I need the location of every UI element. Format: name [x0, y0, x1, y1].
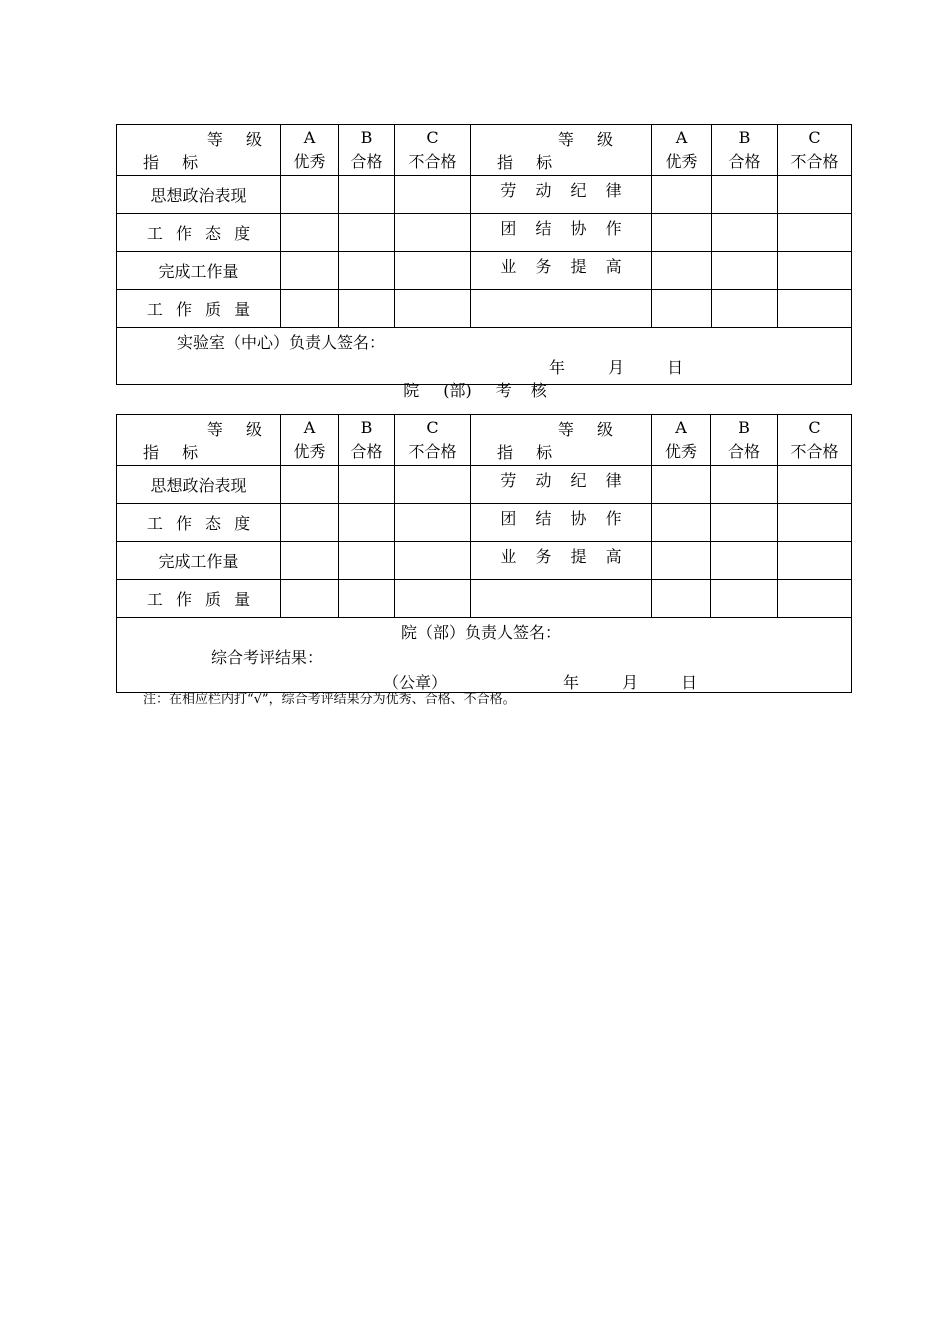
grade-checkbox-cell[interactable]: [339, 290, 395, 328]
grade-checkbox-cell[interactable]: [778, 580, 852, 618]
grade-checkbox-cell[interactable]: [281, 214, 339, 252]
index-cell: [471, 580, 652, 618]
grade-b-header: B 合格: [339, 415, 395, 466]
grade-b-header: B 合格: [711, 415, 778, 466]
grade-checkbox-cell[interactable]: [652, 580, 711, 618]
index-cell: 工 作 质 量: [117, 580, 281, 618]
grade-c-header: C 不合格: [395, 125, 471, 176]
grade-checkbox-cell[interactable]: [339, 214, 395, 252]
index-label: 指 标: [497, 153, 553, 172]
index-cell: 工 作 质 量: [117, 290, 281, 328]
grade-a-header: A 优秀: [281, 415, 339, 466]
grade-checkbox-cell[interactable]: [281, 504, 339, 542]
grade-label: 等 级: [206, 130, 262, 149]
index-cell: 思想政治表现: [117, 466, 281, 504]
index-cell: 工 作 态 度: [117, 214, 281, 252]
grade-a-header: A 优秀: [652, 125, 712, 176]
table-row: [117, 290, 852, 328]
grade-label: 等 级: [206, 420, 262, 439]
grade-checkbox-cell[interactable]: [652, 176, 712, 214]
grade-checkbox-cell[interactable]: [711, 542, 778, 580]
date-label: 年 月 日: [549, 358, 684, 377]
grade-checkbox-cell[interactable]: [778, 176, 852, 214]
signature-cell[interactable]: [117, 618, 852, 693]
grade-checkbox-cell[interactable]: [778, 466, 852, 504]
index-cell: 劳 动 纪 律: [471, 466, 652, 504]
signature-label: 院（部）负责人签名：: [401, 623, 562, 642]
index-cell: 思想政治表现: [117, 176, 281, 214]
result-label: 综合考评结果：: [211, 648, 324, 667]
index-cell: 工 作 态 度: [117, 504, 281, 542]
evaluation-table-lab: [116, 124, 852, 385]
grade-label: 等 级: [557, 130, 613, 149]
index-cell: 完成工作量: [117, 252, 281, 290]
grade-checkbox-cell[interactable]: [395, 176, 471, 214]
index-label: 指 标: [143, 443, 199, 462]
grade-checkbox-cell[interactable]: [712, 252, 778, 290]
grade-checkbox-cell[interactable]: [395, 466, 471, 504]
grade-checkbox-cell[interactable]: [652, 504, 711, 542]
evaluation-table-department: [116, 414, 852, 693]
seal-label: （公章）: [383, 673, 448, 692]
signature-cell[interactable]: [117, 328, 852, 385]
grade-checkbox-cell[interactable]: [712, 214, 778, 252]
table-row: [117, 542, 852, 580]
grade-checkbox-cell[interactable]: [652, 542, 711, 580]
grade-checkbox-cell[interactable]: [712, 290, 778, 328]
table-row: [117, 580, 852, 618]
index-label: 指 标: [497, 443, 553, 462]
grade-checkbox-cell[interactable]: [652, 252, 712, 290]
index-cell: 团 结 协 作: [471, 504, 652, 542]
date-label: 年 月 日: [563, 673, 698, 692]
grade-checkbox-cell[interactable]: [339, 252, 395, 290]
grade-b-header: B 合格: [339, 125, 395, 176]
grade-checkbox-cell[interactable]: [778, 504, 852, 542]
signature-label: 实验室（中心）负责人签名：: [177, 333, 386, 352]
grade-checkbox-cell[interactable]: [339, 542, 395, 580]
grade-checkbox-cell[interactable]: [778, 252, 852, 290]
grade-checkbox-cell[interactable]: [281, 580, 339, 618]
grade-checkbox-cell[interactable]: [281, 542, 339, 580]
header-grade-index-cell: [471, 415, 652, 466]
grade-checkbox-cell[interactable]: [339, 176, 395, 214]
grade-checkbox-cell[interactable]: [395, 214, 471, 252]
grade-c-header: C 不合格: [395, 415, 471, 466]
index-cell: 完成工作量: [117, 542, 281, 580]
grade-checkbox-cell[interactable]: [652, 466, 711, 504]
grade-checkbox-cell[interactable]: [778, 214, 852, 252]
grade-a-header: A 优秀: [652, 415, 711, 466]
grade-checkbox-cell[interactable]: [281, 290, 339, 328]
grade-checkbox-cell[interactable]: [778, 542, 852, 580]
index-cell: 业 务 提 高: [471, 252, 652, 290]
table-row: [117, 176, 852, 214]
grade-checkbox-cell[interactable]: [711, 504, 778, 542]
grade-checkbox-cell[interactable]: [652, 290, 712, 328]
grade-checkbox-cell[interactable]: [778, 290, 852, 328]
grade-checkbox-cell[interactable]: [281, 466, 339, 504]
index-cell: 劳 动 纪 律: [471, 176, 652, 214]
table-row: [117, 252, 852, 290]
grade-checkbox-cell[interactable]: [395, 252, 471, 290]
index-cell: 业 务 提 高: [471, 542, 652, 580]
section-title-right: 考 核: [495, 381, 547, 400]
grade-checkbox-cell[interactable]: [711, 580, 778, 618]
table-row: [117, 466, 852, 504]
grade-checkbox-cell[interactable]: [395, 580, 471, 618]
grade-checkbox-cell[interactable]: [281, 176, 339, 214]
grade-checkbox-cell[interactable]: [395, 542, 471, 580]
grade-checkbox-cell[interactable]: [281, 252, 339, 290]
grade-checkbox-cell[interactable]: [652, 214, 712, 252]
section-title-middle: (部): [443, 381, 472, 400]
header-grade-index-cell: [117, 125, 281, 176]
index-cell: 团 结 协 作: [471, 214, 652, 252]
section-title: [0, 378, 950, 401]
grade-checkbox-cell[interactable]: [395, 290, 471, 328]
grade-checkbox-cell[interactable]: [339, 580, 395, 618]
grade-checkbox-cell[interactable]: [339, 504, 395, 542]
footnote: 注：在相应栏内打“√”，综合考评结果分为优秀、合格、不合格。: [143, 692, 516, 707]
index-cell: [471, 290, 652, 328]
grade-b-header: B 合格: [712, 125, 778, 176]
grade-c-header: C 不合格: [778, 415, 852, 466]
header-grade-index-cell: [471, 125, 652, 176]
grade-checkbox-cell[interactable]: [395, 504, 471, 542]
header-grade-index-cell: [117, 415, 281, 466]
grade-c-header: C 不合格: [778, 125, 852, 176]
grade-checkbox-cell[interactable]: [339, 466, 395, 504]
grade-checkbox-cell[interactable]: [711, 466, 778, 504]
section-title-left: 院: [403, 381, 420, 400]
grade-a-header: A 优秀: [281, 125, 339, 176]
grade-checkbox-cell[interactable]: [712, 176, 778, 214]
table-row: [117, 504, 852, 542]
index-label: 指 标: [143, 153, 199, 172]
table-row: [117, 214, 852, 252]
grade-label: 等 级: [557, 420, 613, 439]
